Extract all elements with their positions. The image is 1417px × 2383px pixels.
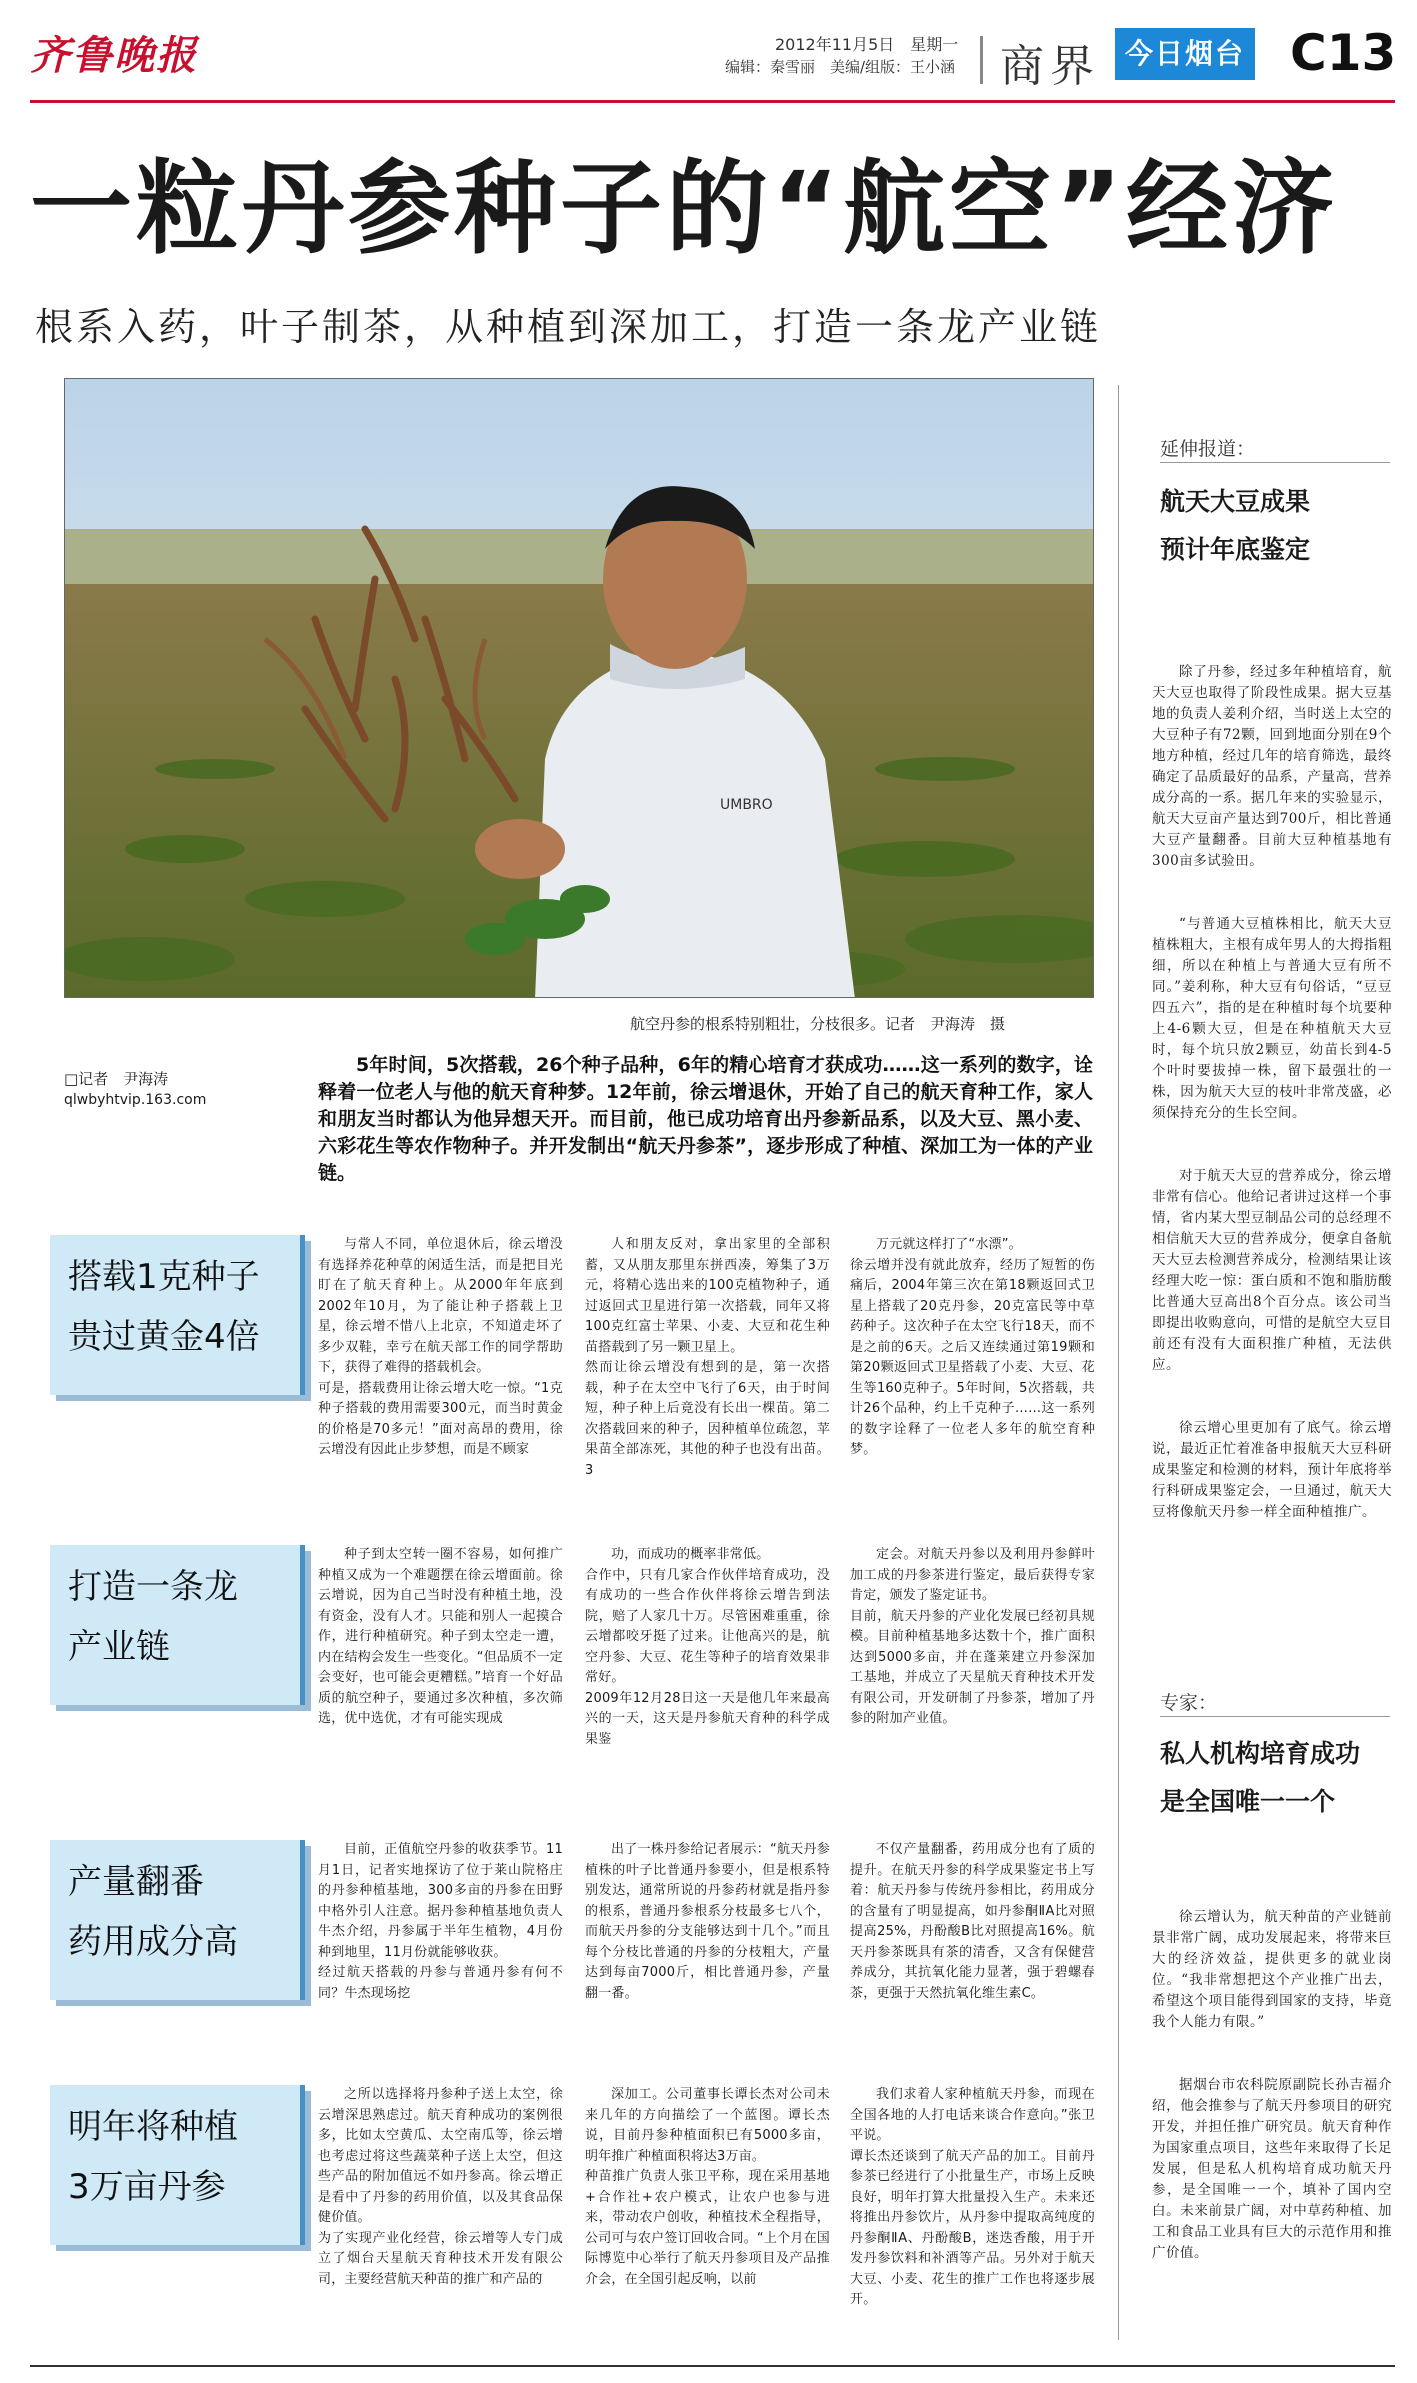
sidebar-1-body	[1152, 620, 1392, 1544]
section-2-col-3: 定会。对航天丹参以及利用丹参鲜叶加工成的丹参茶进行鉴定，最后获得专家肯定，颁发了鉴定证书。 目前，航天丹参的产业化发展已经初具规模。目前种植基地多达数十个，推广面积达到5000多亩，并在蓬莱建立丹参深加工基地，并成立了天星航天育种技术开发有限公司，开发研制了丹参茶，增加了丹参的附加产业值。	[850, 1547, 1095, 1726]
section-tab: 今日烟台	[1115, 28, 1255, 80]
main-photo	[64, 378, 1094, 998]
subhead-2: 打造一条龙 产业链	[68, 1567, 238, 1667]
shirt-logo-text: UMBRO	[720, 797, 773, 813]
section-1-col-1: 与常人不同，单位退休后，徐云增没有选择养花种草的闲适生活，而是把目光盯在了航天育种上。从2000年年底到2002年10月，为了能让种子搭载上卫星，徐云增不惜八上北京，不知道走坏了多少双鞋，幸亏在航天部工作的同学帮助下，获得了难得的搭载机会。 可是，搭载费用让徐云增大吃一惊。“1克种子搭载的费用需要300元，而当时黄金的价格是70多元！”面对高昂的费用，徐云增没有因此止步梦想，而是不顾家	[318, 1237, 563, 1457]
section-1-col-2: 人和朋友反对，拿出家里的全部积蓄，又从朋友那里东拼西凑，筹集了3万元，将精心选出来的100克植物种子，通过返回式卫星进行第一次搭载，同年又将100克红富士苹果、小麦、大豆和花生种苗搭载到了另一颗卫星上。 然而让徐云增没有想到的是，第一次搭载，种子在太空中飞行了6天，由于时间短，种子种上后竟没有长出一棵苗。第二次搭载回来的种子，因种植单位疏忽，苹果苗全部冻死，其他的种子也没有出苗。3	[585, 1237, 830, 1478]
subhead-4: 明年将种植 3万亩丹参	[68, 2107, 238, 2207]
masthead-rule	[30, 100, 1395, 103]
page-number: C13	[1290, 24, 1397, 82]
sidebar-2-title: 私人机构培育成功 是全国唯一一个	[1160, 1739, 1361, 1816]
sidebar-1-para-1: 除了丹参，经过多年种植培育，航天大豆也取得了阶段性成果。据大豆基地的负责人姜利介绍，当时送上太空的大豆种子有72颗，回到地面分别在9个地方种植，经过几年的培育筛选，最终确定了品质最好的品系，产量高，营养成分高的一系。据几年来的实验显示，航天大豆亩产量达到700斤，相比普通大豆产量翻番。目前大豆种植基地有300亩多试验田。	[1152, 664, 1392, 869]
subhead-box-1	[50, 1235, 305, 1395]
issue-date: 2012年11月5日 星期一	[775, 35, 959, 54]
sidebar-2-rule	[1160, 1716, 1390, 1717]
section-name: 商界	[1000, 41, 1100, 92]
farmer-with-roots-illustration	[65, 379, 1094, 998]
newspaper-logo: 齐鲁晚报	[30, 32, 198, 79]
lead-paragraph: 5年时间，5次搭载，26个种子品种，6年的精心培育才获成功……这一系列的数字，诠释着一位老人与他的航天育种梦。12年前，徐云增退休，开始了自己的航天育种工作，家人和朋友当时都认为他异想天开。而目前，他已成功培育出丹参新品系，以及大豆、黑小麦、六彩花生等农作物种子。并开发制出“航天丹参茶”，逐步形成了种植、深加工为一体的产业链。	[318, 1054, 1093, 1184]
subhead-box-4	[50, 2085, 305, 2245]
masthead	[0, 0, 1417, 100]
sidebar-2-kicker: 专家：	[1160, 1692, 1218, 1714]
sidebar-2-para-2: 据烟台市农科院原副院长孙吉福介绍，他会推参与了航天丹参项目的研究开发，并担任推广研究员。航天育种作为国家重点项目，这些年来取得了长足发展，但是私人机构培育成功航天丹参，是全国唯一一个，填补了国内空白。未来前景广阔，对中草药种植、加工和食品工业具有巨大的示范作用和推广价值。	[1152, 2077, 1392, 2261]
section-2-col-1: 种子到太空转一圈不容易，如何推广种植又成为一个难题摆在徐云增面前。徐云增说，因为自己当时没有种植土地，没有资金，没有人才。只能和别人一起摸合作，进行种植研究。种子到太空走一遭，内在结构会发生一些变化。“但品质不一定会变好，也可能会更糟糕。”培育一个好品质的航空种子，要通过多次种植，多次筛选，优中选优，才有可能实现成	[318, 1547, 563, 1726]
section-4-col-1: 之所以选择将丹参种子送上太空，徐云增深思熟虑过。航天育种成功的案例很多，比如太空黄瓜、太空南瓜等，徐云增也考虑过将这些蔬菜种子送上太空，但这些产品的附加值远不如丹参高。徐云增正是看中了丹参的药用价值，以及其食品保健价值。 为了实现产业化经营，徐云增等人专门成立了烟台天星航天育种技术开发有限公司，主要经营航天种苗的推广和产品的	[318, 2087, 563, 2287]
section-4-col-3: 我们求着人家种植航天丹参，而现在全国各地的人打电话来谈合作意向。”张卫平说。 谭长杰还谈到了航天产品的加工。目前丹参茶已经进行了小批量生产，市场上反映良好，明年打算大批量投入生产。未来还将推出丹参饮片，从丹参中提取高纯度的丹参酮ⅡA、丹酚酸B，迷迭香酸，用于开发丹参饮料和补酒等产品。另外对于航天大豆、小麦、花生的推广工作也将逐步展开。	[850, 2087, 1095, 2307]
sidebar-1-para-3: 对于航天大豆的营养成分，徐云增非常有信心。他给记者讲过这样一个事情，省内某大型豆制品公司的总经理不相信航天大豆的营养成分，便拿自备航天大豆去检测营养成分，检测结果让该经理大吃一惊：蛋白质和不饱和脂肪酸比普通大豆高出8个百分点。该公司当即提出收购意向，可惜的是航空大豆目前还有没有大面积推广种植，无法供应。	[1152, 1168, 1392, 1373]
section-2-col-2: 功，而成功的概率非常低。 合作中，只有几家合作伙伴培育成功，没有成功的一些合作伙伴将徐云增告到法院，赔了人家几十万。尽管困难重重，徐云增都咬牙挺了过来。让他高兴的是，航空丹参、大豆、花生等种子的培育效果非常好。 2009年12月28日这一天是他几年来最高兴的一天，这天是丹参航天育种的科学成果鉴	[585, 1547, 830, 1747]
column-divider	[1118, 385, 1119, 2340]
subheadline: 根系入药，叶子制茶，从种植到深加工，打造一条龙产业链	[35, 305, 1102, 349]
subhead-box-3	[50, 1840, 305, 2000]
sidebar-1-title: 航天大豆成果 预计年底鉴定	[1160, 487, 1311, 564]
section-3-col-1: 目前，正值航空丹参的收获季节。11月1日，记者实地探访了位于莱山院格庄的丹参种植基地，300多亩的丹参在田野中格外引人注意。据丹参种植基地负责人牛杰介绍，丹参属于半年生植物，4月份种到地里，11月份就能够收获。 经过航天搭载的丹参与普通丹参有何不同？牛杰现场挖	[318, 1842, 563, 2001]
subhead-1: 搭载1克种子 贵过黄金4倍	[68, 1257, 260, 1357]
reporter-byline: □记者 尹海涛	[64, 1070, 169, 1088]
photo-caption: 航空丹参的根系特别粗壮，分枝很多。记者 尹海涛 摄	[630, 1015, 1006, 1033]
section-3-col-3: 不仅产量翻番，药用成分也有了质的提升。在航天丹参的科学成果鉴定书上写着：航天丹参与传统丹参相比，药用成分的含量有了明显提高，如丹参酮ⅡA比对照提高25%，丹酚酸B比对照提高16%。航天丹参茶既具有茶的清香，又含有保健营养成分，其抗氧化能力显著，强于碧螺春茶，更强于天然抗氧化维生素C。	[850, 1842, 1095, 2001]
page-bottom-rule	[30, 2365, 1395, 2367]
section-3-col-2: 出了一株丹参给记者展示：“航天丹参植株的叶子比普通丹参要小，但是根系特别发达，通常所说的丹参药材就是指丹参的根系，普通丹参根系分枝最多七八个，而航天丹参的分支能够达到十几个。”而且每个分枝比普通的丹参的分枝粗大，产量达到每亩7000斤，相比普通丹参，产量翻一番。	[585, 1842, 830, 2001]
subhead-3: 产量翻番 药用成分高	[68, 1862, 238, 1962]
sidebar-2-para-1: 徐云增认为，航天种苗的产业链前景非常广阔，成功发展起来，将带来巨大的经济效益，提供更多的就业岗位。“我非常想把这个产业推广出去，希望这个项目能得到国家的支持，毕竟我个人能力有限。”	[1152, 1909, 1392, 2030]
section-4-col-2: 深加工。公司董事长谭长杰对公司未来几年的方向描绘了一个蓝图。谭长杰说，目前丹参种植面积已有5000多亩，明年推广种植面积将达3万亩。 种苗推广负责人张卫平称，现在采用基地+合作社+农户模式，让农户也参与进来，带动农户创收，种植技术全程指导，公司可与农户签订回收合同。“上个月在国际博览中心举行了航天丹参项目及产品推介会，在全国引起反响，以前	[585, 2087, 830, 2287]
subhead-box-2	[50, 1545, 305, 1705]
sidebar-1-rule	[1160, 462, 1390, 463]
section-1-col-3: 万元就这样打了“水漂”。 徐云增并没有就此放弃，经历了短暂的伤痛后，2004年第三次在第18颗返回式卫星上搭载了20克丹参，20克富民等中草药种子。这次种子在太空飞行18天，而不是之前的6天。之后又连续通过第19颗和第20颗返回式卫星搭载了小麦、大豆、花生等160克种子。5年时间，5次搭载，共计26个品种，约上千克种子……这一系列的数字诠释了一位老人多年的航空育种梦。	[850, 1237, 1095, 1457]
reporter-email: qlwbyhtvip.163.com	[64, 1092, 207, 1108]
sidebar-1-para-4: 徐云增心里更加有了底气。徐云增说，最近正忙着准备申报航天大豆科研成果鉴定和检测的材料，预计年底将举行科研成果鉴定会，一旦通过，航天大豆将像航天丹参一样全面种植推广。	[1152, 1420, 1392, 1520]
masthead-divider	[980, 36, 983, 84]
headline: 一粒丹参种子的“航空”经济	[30, 150, 1339, 269]
editors-credit: 编辑：秦雪丽 美编/组版：王小涵	[725, 58, 956, 76]
sidebar-1-kicker: 延伸报道：	[1160, 438, 1256, 460]
sidebar-2-body	[1152, 1865, 1392, 2285]
sidebar-1-para-2: “与普通大豆植株相比，航天大豆植株粗大，主根有成年男人的大拇指粗细，所以在种植上与普通大豆有所不同。”姜利称，种大豆有句俗话，“豆豆四五六”，指的是在种植时每个坑要种上4-6颗大豆，但是在种植航天大豆时，每个坑只放2颗豆，幼苗长到4-5个叶时要拔掉一株，留下最强壮的一株，因为航天大豆的枝叶非常茂盛，必须保持充分的生长空间。	[1152, 916, 1392, 1121]
